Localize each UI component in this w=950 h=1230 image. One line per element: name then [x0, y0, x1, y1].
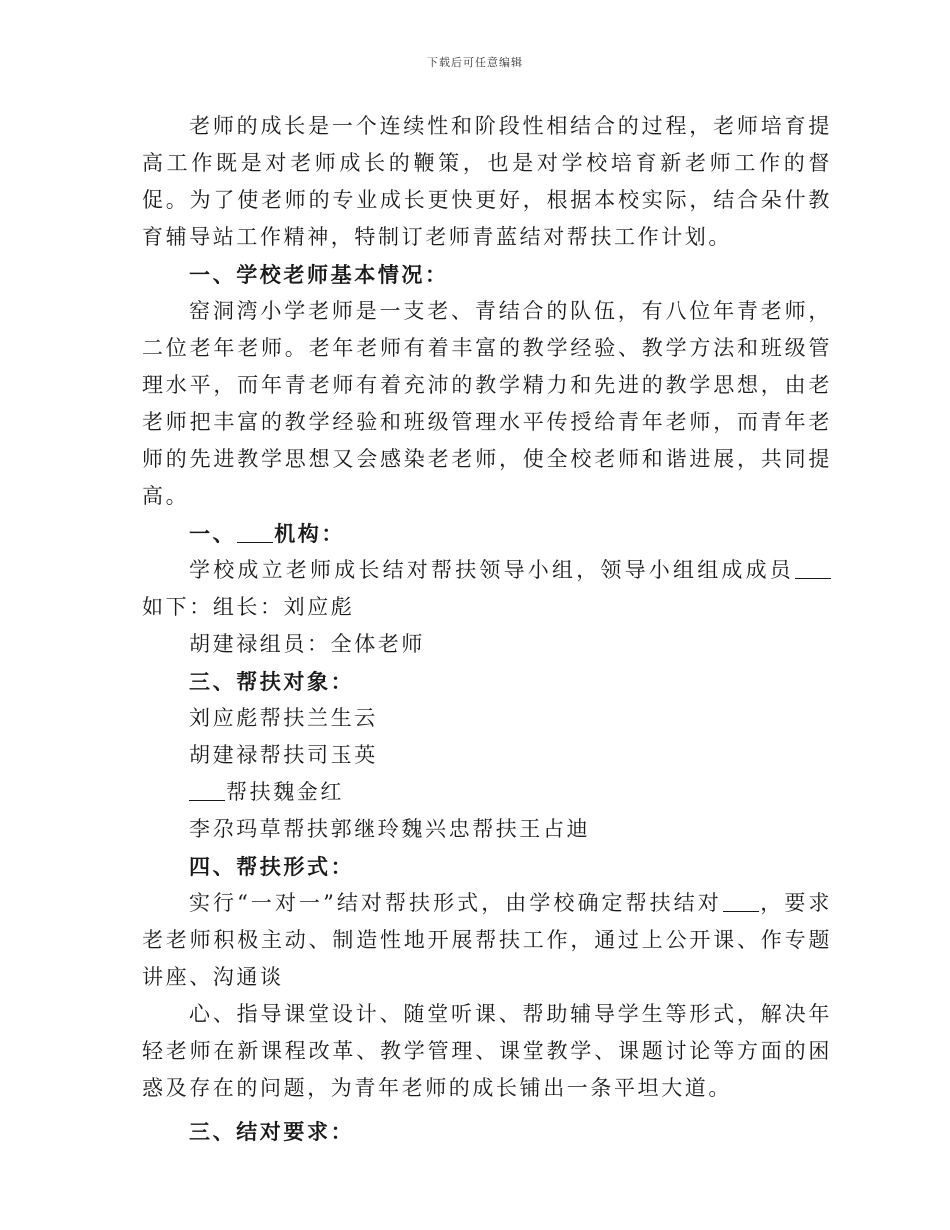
section-heading-organization: [142, 515, 832, 552]
blank-underline: [237, 520, 273, 543]
heading-suffix: 机构：: [274, 521, 346, 546]
heading-prefix: 一、: [189, 521, 237, 546]
blank-underline: [189, 778, 225, 801]
pair-line-1: 刘应彪帮扶兰生云: [189, 706, 378, 730]
form-paragraph: [142, 885, 832, 996]
section-heading-basic-situation: 一、学校老师基本情况：: [189, 262, 449, 287]
pair-line-2: 胡建禄帮扶司玉英: [189, 743, 378, 767]
header-note: 下载后可任意编辑: [427, 56, 523, 69]
section-heading-targets: 三、帮扶对象：: [189, 669, 355, 694]
pair-line-3: [142, 774, 832, 811]
form-paragraph-continued: 心、指导课堂设计、随堂听课、帮助辅导学生等形式，解决年轻老师在新课程改革、教学管理、课堂教学、课题讨论等方面的困惑及存在的问题，为青年老师的成长铺出一条平坦大道。: [142, 1002, 832, 1100]
organization-text-end: 如下：: [142, 595, 213, 619]
organization-paragraph: [142, 552, 832, 626]
document-body: [142, 108, 832, 1150]
group-leader: 组长：刘应彪: [212, 595, 355, 619]
members-line: 胡建禄组员：全体老师: [189, 632, 425, 656]
blank-underline: [795, 556, 831, 579]
intro-paragraph: 老师的成长是一个连续性和阶段性相结合的过程，老师培育提高工作既是对老师成长的鞭策，也是对学校培育新老师工作的督促。为了使老师的专业成长更快更好，根据本校实际，结合朵什教育辅导站工作精神，特制订老师青蓝结对帮扶工作计划。: [142, 114, 832, 249]
blank-underline: [723, 889, 759, 912]
section-heading-form: 四、帮扶形式：: [189, 854, 355, 879]
pair-line-4: 李尕玛草帮扶郭继玲魏兴忠帮扶王占迪: [189, 817, 591, 841]
pair-line-3-text: 帮扶魏金红: [226, 780, 344, 804]
form-text-a: 实行“一对一”结对帮扶形式，由学校确定帮扶结对: [189, 891, 722, 915]
section-heading-requirements: 三、结对要求：: [189, 1119, 355, 1144]
organization-text: 学校成立老师成长结对帮扶领导小组，领导小组组成成员: [189, 558, 794, 582]
form-text-b: ，要求老老师积极主动、制造性地开展帮扶工作，通过上公开课、作专题讲座、沟通谈: [142, 891, 832, 989]
basic-situation-paragraph: 窑洞湾小学老师是一支老、青结合的队伍，有八位年青老师，二位老年老师。老年老师有着丰富的教学经验、教学方法和班级管理水平，而年青老师有着充沛的教学精力和先进的教学思想，由老老师把丰富的教学经验和班级管理水平传授给青年老师，而青年老师的先进教学思想又会感染老老师，使全校老师和谐进展，共同提高。: [142, 299, 832, 508]
